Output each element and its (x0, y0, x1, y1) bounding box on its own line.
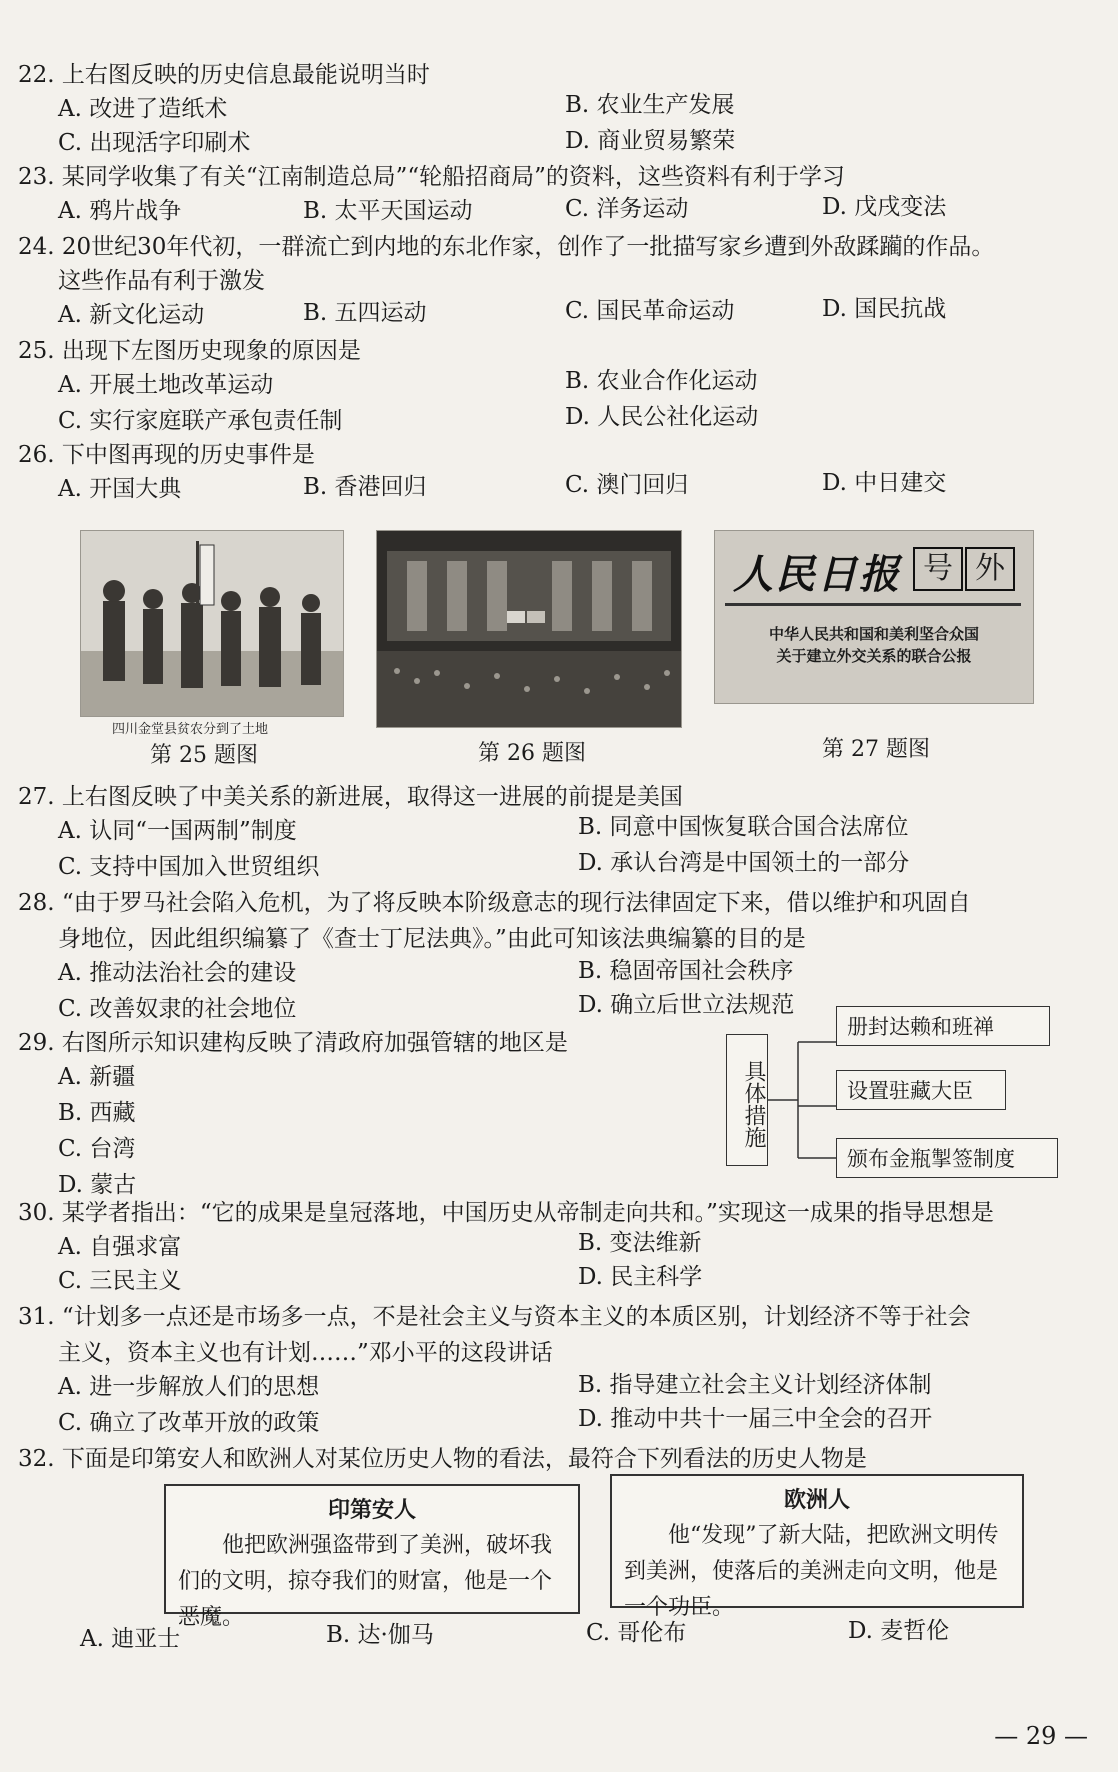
q31-option-d: D. 推动中共十一届三中全会的召开 (578, 1406, 933, 1432)
page-number: — 29 — (994, 1722, 1088, 1750)
q32-option-b: B. 达·伽马 (326, 1622, 434, 1648)
q30-option-c: C. 三民主义 (58, 1268, 182, 1294)
q30-option-b: B. 变法维新 (578, 1230, 702, 1256)
q23-option-a: A. 鸦片战争 (58, 198, 182, 224)
q22-option-b: B. 农业生产发展 (565, 92, 735, 118)
q32-quote-european (610, 1474, 1024, 1620)
fig27-newspaper (714, 530, 1034, 704)
q23-option-b: B. 太平天国运动 (303, 198, 473, 224)
q26-option-c: C. 澳门回归 (565, 472, 689, 498)
q32-quote-indian-text: 他把欧洲强盗带到了美洲，破坏我们的文明，掠夺我们的财富，他是一个恶魔。 (178, 1533, 553, 1630)
q25-option-d: D. 人民公社化运动 (565, 404, 759, 430)
q27-stem: 27. 上右图反映了中美关系的新进展，取得这一进展的前提是美国 (18, 784, 683, 810)
q29-diagram-item-2: 设置驻藏大臣 (836, 1070, 1006, 1110)
q28-option-c: C. 改善奴隶的社会地位 (58, 996, 297, 1022)
fig26-caption: 第 26 题图 (478, 741, 586, 766)
q29-option-d: D. 蒙古 (58, 1172, 137, 1198)
q24-option-a: A. 新文化运动 (58, 302, 205, 328)
fig25-photo (80, 530, 344, 717)
fig27-headline-2: 关于建立外交关系的联合公报 (776, 647, 972, 665)
q22-option-c: C. 出现活字印刷术 (58, 130, 251, 156)
q29-diagram-label: 具体措施 (726, 1034, 768, 1166)
q22-option-a: A. 改进了造纸术 (58, 96, 228, 122)
q26-option-d: D. 中日建交 (822, 470, 947, 496)
q23-option-d: D. 戊戌变法 (822, 194, 947, 220)
q25-option-b: B. 农业合作化运动 (565, 368, 758, 394)
fig27-extra-1: 号 (913, 547, 963, 591)
q31-option-a: A. 进一步解放人们的思想 (58, 1374, 320, 1400)
q28-option-a: A. 推动法治社会的建设 (58, 960, 297, 986)
q29-option-c: C. 台湾 (58, 1136, 136, 1162)
q28-stem: 28. “由于罗马社会陷入危机，为了将反映本阶级意志的现行法律固定下来，借以维护和巩固自 (18, 890, 971, 916)
q26-option-a: A. 开国大典 (58, 476, 182, 502)
fig27-headline-1: 中华人民共和国和美利坚合众国 (768, 625, 979, 643)
q29-option-b: B. 西藏 (58, 1100, 136, 1126)
q30-stem: 30. 某学者指出：“它的成果是皇冠落地，中国历史从帝制走向共和。”实现这一成果的指导思想是 (18, 1200, 994, 1226)
q29-diagram-item-3: 颁布金瓶掣签制度 (836, 1138, 1058, 1178)
q27-option-d: D. 承认台湾是中国领土的一部分 (578, 850, 910, 876)
q24-option-d: D. 国民抗战 (822, 296, 947, 322)
q32-quote-european-text: 他“发现”了新大陆，把欧洲文明传到美洲，使落后的美洲走向文明，他是一个功臣。 (624, 1523, 999, 1620)
q29-diagram-connector (768, 1020, 838, 1180)
q22-stem: 22. 上右图反映的历史信息最能说明当时 (18, 62, 430, 88)
q25-option-c: C. 实行家庭联产承包责任制 (58, 408, 343, 434)
q29-stem: 29. 右图所示知识建构反映了清政府加强管辖的地区是 (18, 1030, 568, 1056)
q28-stem-cont: 身地位，因此组织编纂了《查士丁尼法典》。”由此可知该法典编纂的目的是 (58, 926, 806, 952)
fig27-caption: 第 27 题图 (822, 737, 930, 762)
q32-quote-european-title: 欧洲人 (783, 1487, 850, 1513)
q29-diagram-item-1: 册封达赖和班禅 (836, 1006, 1050, 1046)
fig27-extra-2: 外 (965, 547, 1015, 591)
q24-stem-cont: 这些作品有利于激发 (58, 268, 265, 294)
q31-stem: 31. “计划多一点还是市场多一点，不是社会主义与资本主义的本质区别，计划经济不等于社会 (18, 1304, 971, 1330)
q23-option-c: C. 洋务运动 (565, 196, 689, 222)
fig25-photo-illustration (81, 531, 343, 716)
q27-option-b: B. 同意中国恢复联合国合法席位 (578, 814, 909, 840)
q29-option-a: A. 新疆 (58, 1064, 136, 1090)
q24-option-b: B. 五四运动 (303, 300, 427, 326)
q24-stem: 24. 20世纪30年代初，一群流亡到内地的东北作家，创作了一批描写家乡遭到外敌蹂躏的作品。 (18, 234, 995, 260)
q32-option-a: A. 迪亚士 (80, 1626, 181, 1652)
fig26-photo (376, 530, 682, 728)
fig27-masthead: 人民日报 (733, 551, 901, 598)
q22-option-d: D. 商业贸易繁荣 (565, 128, 736, 154)
q25-stem: 25. 出现下左图历史现象的原因是 (18, 338, 361, 364)
q28-option-b: B. 稳固帝国社会秩序 (578, 958, 794, 984)
fig26-ceremony-illustration (377, 531, 681, 727)
q30-option-d: D. 民主科学 (578, 1264, 703, 1290)
q32-stem: 32. 下面是印第安人和欧洲人对某位历史人物的看法，最符合下列看法的历史人物是 (18, 1446, 867, 1472)
q32-option-c: C. 哥伦布 (586, 1620, 687, 1646)
q31-option-c: C. 确立了改革开放的政策 (58, 1410, 320, 1436)
q27-option-a: A. 认同“一国两制”制度 (58, 818, 297, 844)
q32-quote-indian-title: 印第安人 (327, 1497, 416, 1523)
q30-option-a: A. 自强求富 (58, 1234, 182, 1260)
fig25-caption: 第 25 题图 (150, 743, 258, 768)
q25-option-a: A. 开展土地改革运动 (58, 372, 274, 398)
q32-quote-indian (164, 1484, 580, 1630)
q32-option-d: D. 麦哲伦 (848, 1618, 950, 1644)
q27-option-c: C. 支持中国加入世贸组织 (58, 854, 320, 880)
q23-stem: 23. 某同学收集了有关“江南制造总局”“轮船招商局”的资料，这些资料有利于学习 (18, 164, 845, 190)
q31-option-b: B. 指导建立社会主义计划经济体制 (578, 1372, 932, 1398)
fig25-photo-caption: 四川金堂县贫农分到了土地 (112, 722, 269, 737)
q28-option-d: D. 确立后世立法规范 (578, 992, 795, 1018)
q26-option-b: B. 香港回归 (303, 474, 427, 500)
q24-option-c: C. 国民革命运动 (565, 298, 735, 324)
q31-stem-cont: 主义，资本主义也有计划……”邓小平的这段讲话 (58, 1340, 553, 1366)
q26-stem: 26. 下中图再现的历史事件是 (18, 442, 315, 468)
